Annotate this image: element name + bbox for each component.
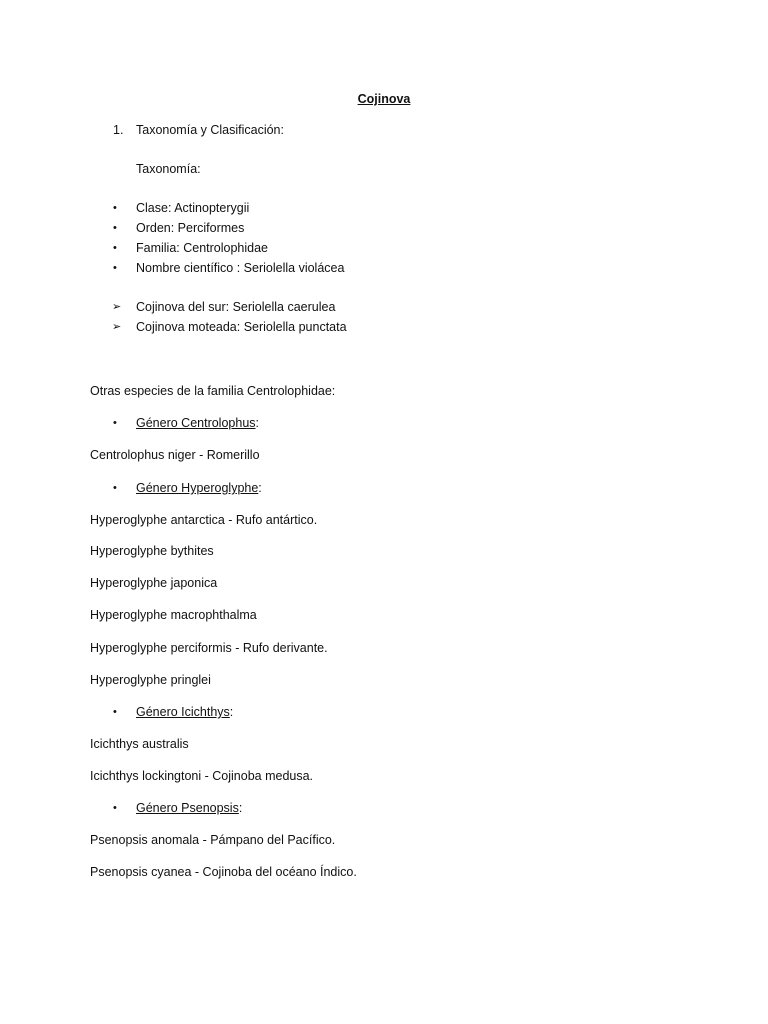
species-item: Cojinova del sur: Seriolella caerulea (136, 300, 336, 314)
genus-colon: : (238, 801, 243, 815)
genus-heading (136, 480, 262, 496)
species-line: Centrolophus niger - Romerillo (90, 448, 260, 462)
bullet-icon: • (113, 802, 117, 814)
genus-heading (136, 800, 242, 816)
bullet-icon: • (113, 242, 117, 254)
species-line: Icichthys lockingtoni - Cojinoba medusa. (90, 769, 314, 783)
bullet-icon: • (113, 262, 117, 274)
genus-colon: : (255, 416, 260, 430)
species-line: Hyperoglyphe pringlei (90, 673, 211, 687)
genus-heading (136, 704, 233, 720)
genus-name: Género Icichthys (136, 705, 230, 719)
taxonomy-item: Clase: Actinopterygii (136, 201, 250, 215)
genus-name: Género Hyperoglyphe (136, 481, 259, 495)
taxonomy-item: Familia: Centrolophidae (136, 241, 269, 255)
species-line: Hyperoglyphe macrophthalma (90, 608, 257, 622)
species-line: Hyperoglyphe japonica (90, 576, 218, 590)
section-heading: Taxonomía y Clasificación: (136, 123, 284, 137)
bullet-icon: • (113, 202, 117, 214)
species-line: Hyperoglyphe antarctica - Rufo antártico. (90, 513, 318, 527)
section-number: 1. (113, 123, 124, 137)
arrow-bullet-icon: ➢ (112, 321, 122, 333)
other-species-intro: Otras especies de la familia Centrolophidae: (90, 384, 336, 398)
taxonomy-item: Orden: Perciformes (136, 221, 245, 235)
genus-heading (136, 415, 259, 431)
species-line: Psenopsis cyanea - Cojinoba del océano Índico. (90, 865, 357, 879)
bullet-icon: • (113, 706, 117, 718)
genus-name: Género Centrolophus (136, 416, 256, 430)
genus-name: Género Psenopsis (136, 801, 239, 815)
species-line: Hyperoglyphe bythites (90, 544, 214, 558)
genus-colon: : (229, 705, 234, 719)
taxonomy-subheading: Taxonomía: (136, 162, 201, 176)
taxonomy-item: Nombre científico : Seriolella violácea (136, 261, 345, 275)
species-line: Icichthys australis (90, 737, 189, 751)
bullet-icon: • (113, 482, 117, 494)
arrow-bullet-icon: ➢ (112, 301, 122, 313)
bullet-icon: • (113, 222, 117, 234)
species-line: Hyperoglyphe perciformis - Rufo derivante. (90, 641, 328, 655)
species-line: Psenopsis anomala - Pámpano del Pacífico. (90, 833, 336, 847)
species-item: Cojinova moteada: Seriolella punctata (136, 320, 347, 334)
bullet-icon: • (113, 417, 117, 429)
genus-colon: : (258, 481, 262, 495)
document-title: Cojinova (357, 92, 411, 106)
